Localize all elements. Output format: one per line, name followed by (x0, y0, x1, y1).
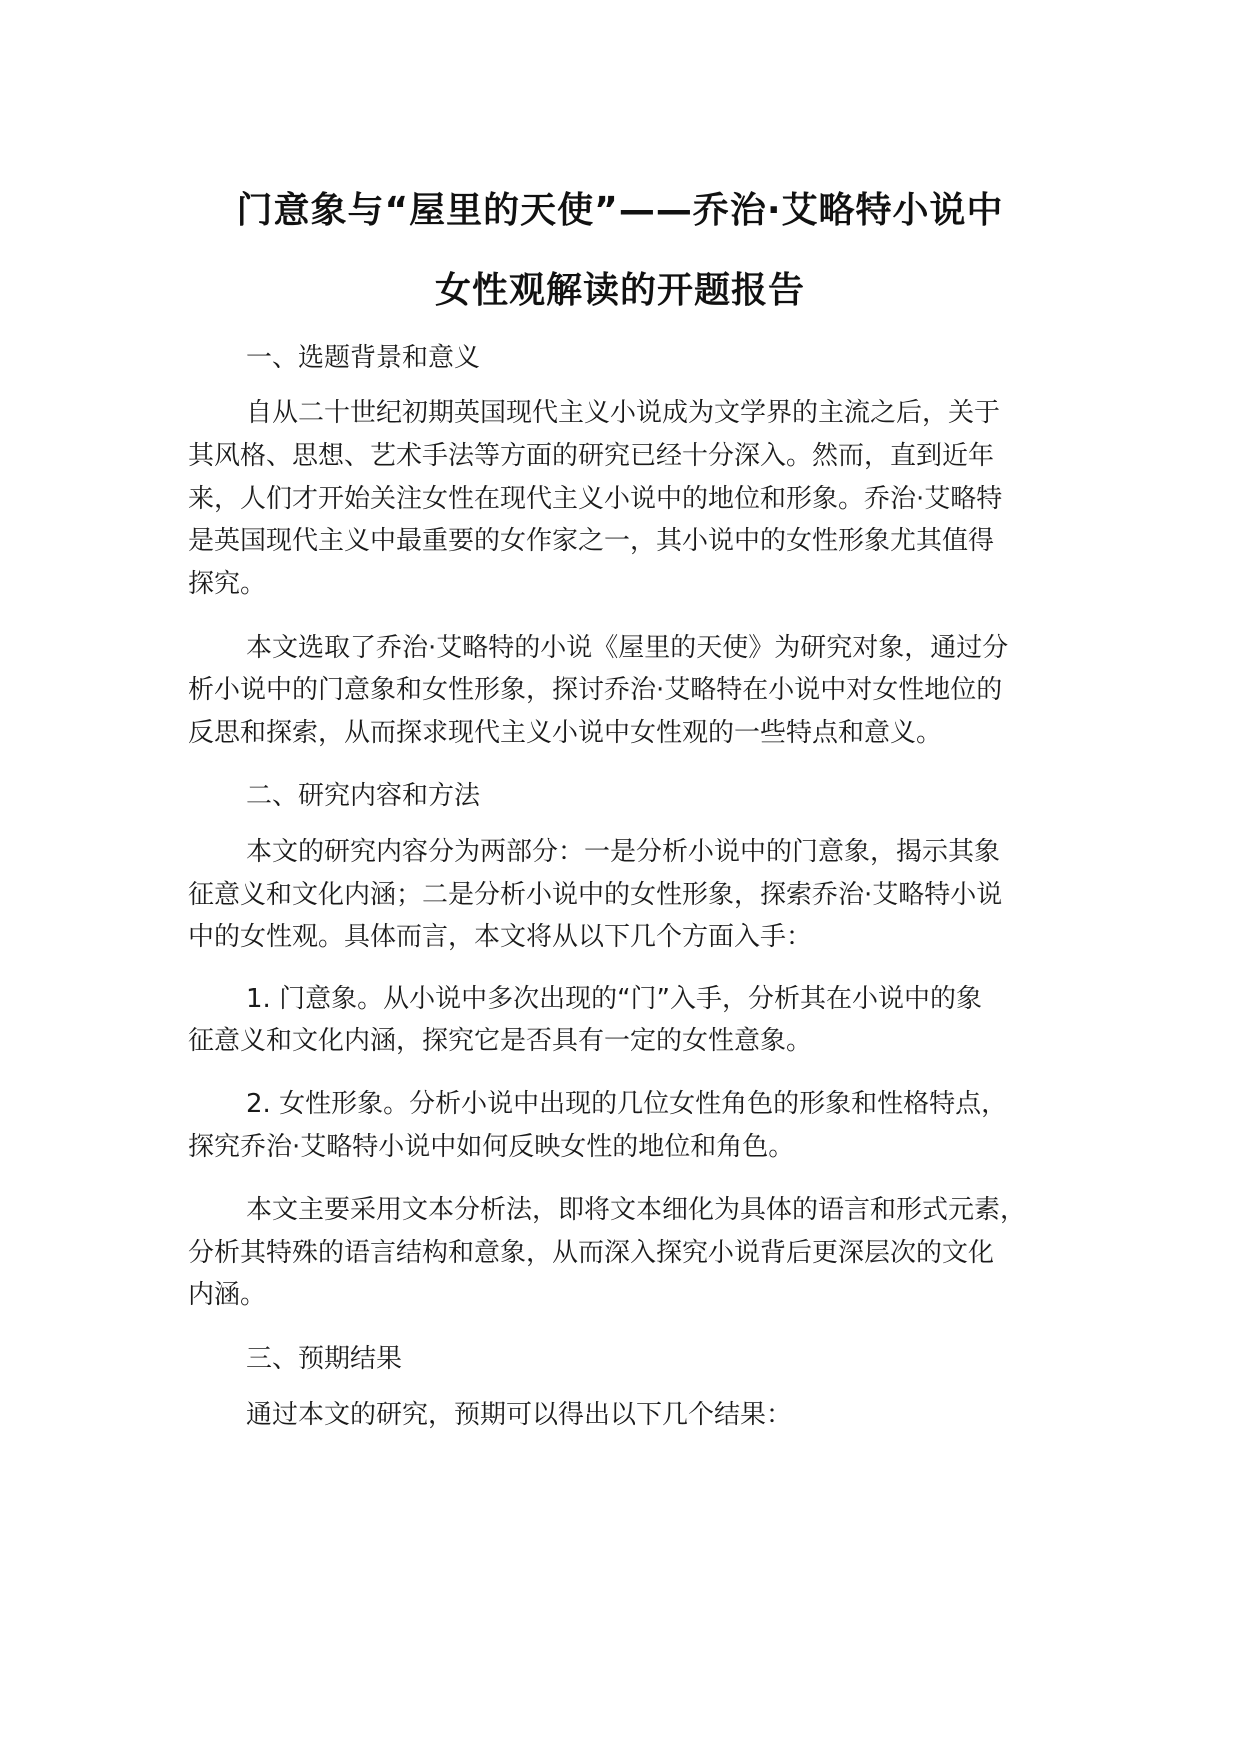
paragraph-line: 来，人们才开始关注女性在现代主义小说中的地位和形象。乔治·艾略特 (188, 484, 1003, 514)
paragraph-line: 本文的研究内容分为两部分：一是分析小说中的门意象，揭示其象 (246, 837, 1001, 867)
paragraph-line: 分析其特殊的语言结构和意象，从而深入探究小说背后更深层次的文化 (188, 1238, 995, 1268)
paragraph-line: 自从二十世纪初期英国现代主义小说成为文学界的主流之后，关于 (246, 398, 1001, 428)
paragraph-line: 析小说中的门意象和女性形象，探讨乔治·艾略特在小说中对女性地位的 (188, 675, 1003, 705)
paragraph-line: 探究。 (188, 569, 267, 599)
paragraph-line: 本文选取了乔治·艾略特的小说《屋里的天使》为研究对象，通过分 (246, 633, 1009, 663)
paragraph-line: 反思和探索，从而探求现代主义小说中女性观的一些特点和意义。 (188, 718, 943, 748)
paragraph-line: 征意义和文化内涵；二是分析小说中的女性形象，探索乔治·艾略特小说 (188, 880, 1003, 910)
list-item-line: 1. 门意象。从小说中多次出现的“门”入手，分析其在小说中的象 (246, 984, 983, 1014)
list-item-line: 探究乔治·艾略特小说中如何反映女性的地位和角色。 (188, 1132, 795, 1162)
paragraph-line: 本文主要采用文本分析法，即将文本细化为具体的语言和形式元素， (246, 1195, 1027, 1225)
document-title-line-1: 门意象与“屋里的天使”——乔治·艾略特小说中 (236, 190, 1004, 231)
document-title-line-2: 女性观解读的开题报告 (434, 270, 805, 311)
section-heading-background: 一、选题背景和意义 (246, 343, 481, 373)
section-heading-methods: 二、研究内容和方法 (246, 781, 481, 811)
list-item-line: 征意义和文化内涵，探究它是否具有一定的女性意象。 (188, 1026, 813, 1056)
paragraph-line: 其风格、思想、艺术手法等方面的研究已经十分深入。然而，直到近年 (188, 441, 995, 471)
paragraph-line: 通过本文的研究，预期可以得出以下几个结果： (246, 1400, 793, 1430)
paragraph-line: 是英国现代主义中最重要的女作家之一，其小说中的女性形象尤其值得 (188, 526, 995, 556)
section-heading-expected-results: 三、预期结果 (246, 1344, 403, 1374)
list-item-line: 2. 女性形象。分析小说中出现的几位女性角色的形象和性格特点， (246, 1089, 1008, 1119)
paragraph-line: 中的女性观。具体而言，本文将从以下几个方面入手： (188, 922, 813, 952)
paragraph-line: 内涵。 (188, 1280, 267, 1310)
